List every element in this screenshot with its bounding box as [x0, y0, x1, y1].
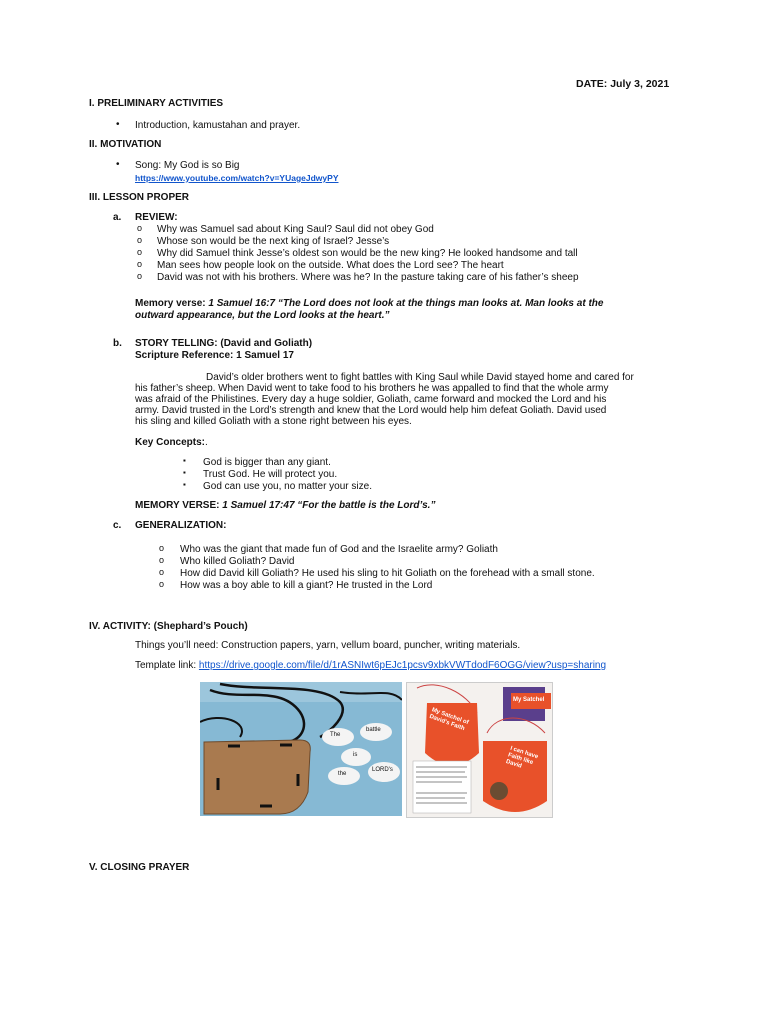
memory-verse-text: 1 Samuel 16:7 “The Lord does not look at the things man looks at. Man looks at the [208, 298, 604, 309]
list-item: Why was Samuel sad about King Saul? Saul did not obey God [157, 224, 434, 235]
story-line: David’s older brothers went to fight battles with King Saul while David stayed home and cared for [206, 372, 634, 383]
list-item: Who was the giant that made fun of God and the Israelite army? Goliath [180, 544, 498, 555]
story-title: STORY TELLING: (David and Goliath) [135, 338, 313, 349]
list-item: God is bigger than any giant. [203, 457, 331, 468]
item-marker-a: a. [113, 212, 122, 223]
memory-verse-1-cont: outward appearance, but the Lord looks at the heart.” [135, 310, 390, 321]
section-4-title: IV. ACTIVITY: (Shephard’s Pouch) [89, 621, 248, 632]
memory-verse-label: Memory verse: [135, 298, 206, 309]
list-item: How was a boy able to kill a giant? He trusted in the Lord [180, 580, 433, 591]
story-line: army. David trusted in the Lord’s strength and knew that the Lord would help him defeat Goliath. David used [135, 405, 607, 416]
template-line [135, 660, 606, 671]
square-bullet: ▪ [183, 456, 186, 465]
scripture-reference: Scripture Reference: 1 Samuel 17 [135, 350, 294, 361]
template-link[interactable]: https://drive.google.com/file/d/1rASNIwt6pEJc1pcsv9xbkVWTdodF6OGG/view?usp=sharing [198, 660, 607, 671]
circle-bullet: o [137, 247, 143, 257]
word-card: The [330, 732, 341, 738]
memory-verse-1 [135, 298, 603, 309]
story-line: his sling and killed Goliath with a stone right between his eyes. [135, 416, 412, 427]
bullet-dot: • [116, 159, 120, 170]
word-card: the [338, 771, 347, 777]
circle-bullet: o [159, 543, 165, 553]
list-item: God can use you, no matter your size. [203, 481, 372, 492]
list-item: How did David kill Goliath? He used his sling to hit Goliath on the forehead with a small stone. [180, 568, 595, 579]
pouch-illustration [200, 682, 402, 816]
item-marker-c: c. [113, 520, 122, 531]
materials-needed: Things you’ll need: Construction papers, yarn, vellum board, puncher, writing materials. [135, 640, 521, 651]
list-item: Why did Samuel think Jesse’s oldest son would be the new king? He looked handsome and tall [157, 248, 578, 259]
date: DATE: July 3, 2021 [576, 78, 670, 90]
satchel-label: My Satchel [513, 697, 545, 703]
story-line: his father’s sheep. When David went to take food to his brothers he was appalled to find that the whole army [135, 383, 609, 394]
section-2-title: II. MOTIVATION [89, 139, 162, 150]
review-title: REVIEW: [135, 212, 178, 223]
section-1-title: I. PRELIMINARY ACTIVITIES [89, 98, 224, 109]
story-line: was afraid of the Philistines. Every day a huge soldier, Goliath, came forward and mocked the Lord and his [135, 394, 607, 405]
memory-verse-2-label: MEMORY VERSE: [135, 500, 220, 511]
circle-bullet: o [137, 235, 143, 245]
list-item: Man sees how people look on the outside. What does the Lord see? The heart [157, 260, 504, 271]
list-item: Trust God. He will protect you. [203, 469, 338, 480]
list-item: Who killed Goliath? David [180, 556, 295, 567]
key-concepts-heading [135, 437, 208, 448]
circle-bullet: o [137, 223, 143, 233]
motivation-item: Song: My God is so Big [135, 160, 240, 171]
list-item: David was not with his brothers. Where was he? In the pasture taking care of his father’s sheep [157, 272, 579, 283]
list-item: Whose son would be the next king of Israel? Jesse’s [157, 236, 390, 247]
item-marker-b: b. [113, 338, 122, 349]
word-card: is [353, 752, 358, 758]
key-concepts-suffix: . [205, 437, 208, 448]
word-card: battle [366, 727, 381, 733]
satchel-label: I can have Faith like David [504, 745, 539, 770]
memory-verse-2 [135, 500, 435, 511]
circle-bullet: o [159, 567, 165, 577]
template-label: Template link: [135, 660, 197, 671]
section-5-title: V. CLOSING PRAYER [89, 862, 190, 873]
bullet-dot: • [116, 119, 120, 130]
satchel-photo [406, 682, 553, 818]
memory-verse-2-text: 1 Samuel 17:47 “For the battle is the Lord’s.” [222, 500, 436, 511]
generalization-title: GENERALIZATION: [135, 520, 227, 531]
satchel-label: My Satchel of David's Faith [428, 707, 470, 733]
prelim-item: Introduction, kamustahan and prayer. [135, 120, 301, 131]
circle-bullet: o [159, 579, 165, 589]
section-3-title: III. LESSON PROPER [89, 192, 190, 203]
circle-bullet: o [137, 259, 143, 269]
circle-bullet: o [137, 271, 143, 281]
pouch-photo [200, 682, 402, 816]
satchel-illustration [407, 683, 553, 818]
square-bullet: ▪ [183, 480, 186, 489]
square-bullet: ▪ [183, 468, 186, 477]
key-concepts-label: Key Concepts: [135, 437, 206, 448]
youtube-link[interactable]: https://www.youtube.com/watch?v=YUageJdwyPY [135, 173, 339, 183]
word-card: LORD's [372, 767, 393, 773]
circle-bullet: o [159, 555, 165, 565]
